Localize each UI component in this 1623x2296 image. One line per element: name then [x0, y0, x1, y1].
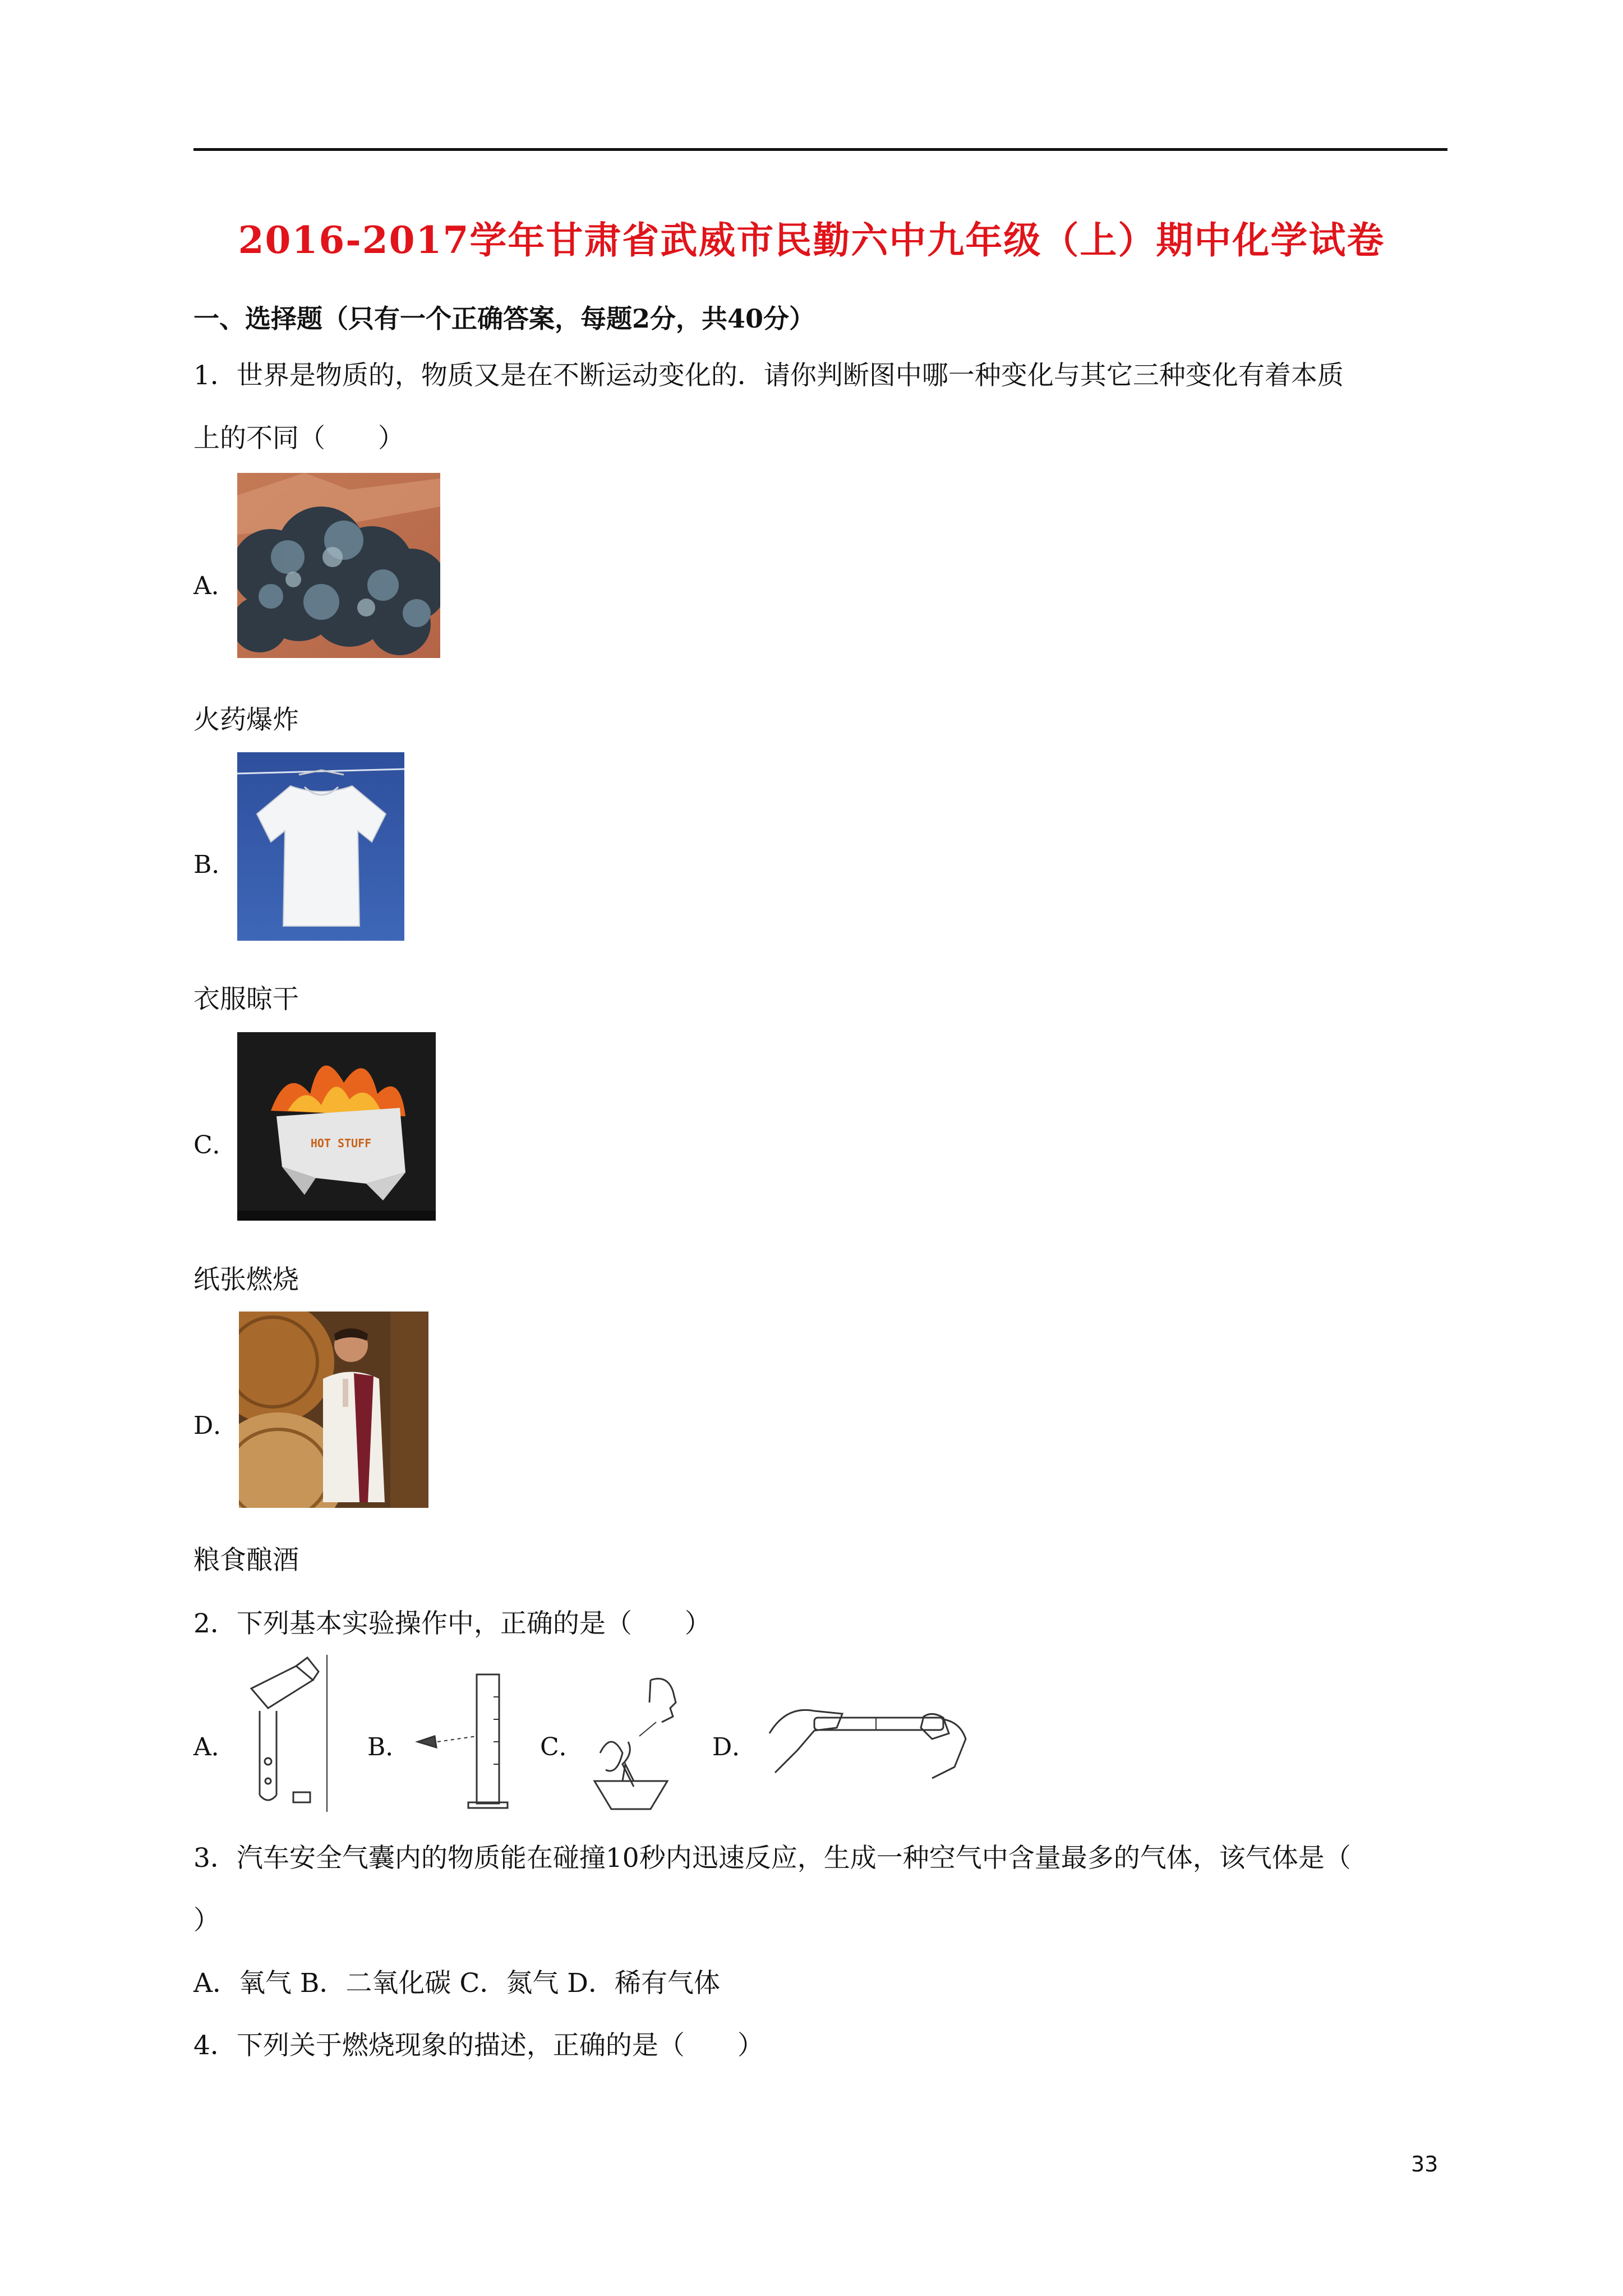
q2-option-a-letter: A． — [193, 1733, 236, 1761]
q4-text: 4．下列关于燃烧现象的描述，正确的是（ ） — [193, 2030, 764, 2061]
explosion-image — [237, 473, 440, 658]
q2-option-c-letter: C． — [540, 1733, 584, 1761]
q1-option-c-letter: C． — [193, 1131, 237, 1159]
q2-text: 2．下列基本实验操作中，正确的是（ ） — [193, 1608, 711, 1639]
q1-option-d-letter: D． — [193, 1411, 238, 1440]
q1-option-b-letter: B． — [193, 850, 237, 879]
q2-b-cylinder-diagram — [415, 1669, 527, 1812]
paper-burning-image — [237, 1032, 436, 1221]
page-title: 2016-2017学年甘肃省武威市民勤六中九年级（上）期中化学试卷 — [238, 218, 1385, 262]
hot-stuff-text: HOT STUFF — [310, 1137, 372, 1150]
q1-option-c-caption: 纸张燃烧 — [193, 1264, 299, 1295]
q1-option-d-caption: 粮食酿酒 — [193, 1545, 299, 1576]
q1-option-a-letter: A． — [193, 572, 236, 600]
page-number: 33 — [1411, 2152, 1438, 2177]
q2-a-dropper-diagram — [234, 1655, 333, 1812]
q3-options: A．氧气 B．二氧化碳 C．氮气 D．稀有气体 — [193, 1968, 720, 1999]
section-heading: 一、选择题（只有一个正确答案，每题2分，共40分） — [193, 303, 815, 334]
q2-option-b-letter: B． — [367, 1733, 411, 1761]
q1-option-b-caption: 衣服晾干 — [193, 984, 299, 1015]
q2-c-smell-diagram — [583, 1669, 695, 1815]
q1-text-line2: 上的不同（ ） — [193, 423, 404, 454]
q1-option-a-caption: 火药爆炸 — [193, 705, 299, 735]
q3-text-line2: ） — [193, 1905, 220, 1936]
q2-d-tube-diagram — [764, 1688, 971, 1784]
q1-text-line1: 1．世界是物质的，物质又是在不断运动变化的．请你判断图中哪一种变化与其它三种变化有着本质 — [193, 360, 1344, 391]
shirt-drying-image — [237, 752, 404, 941]
header-rule — [193, 148, 1447, 151]
wine-making-image — [239, 1312, 428, 1508]
q2-option-d-letter: D． — [712, 1733, 757, 1761]
q3-text-line1: 3．汽车安全气囊内的物质能在碰撞10秒内迅速反应，生成一种空气中含量最多的气体，该气体是（ — [193, 1843, 1351, 1874]
